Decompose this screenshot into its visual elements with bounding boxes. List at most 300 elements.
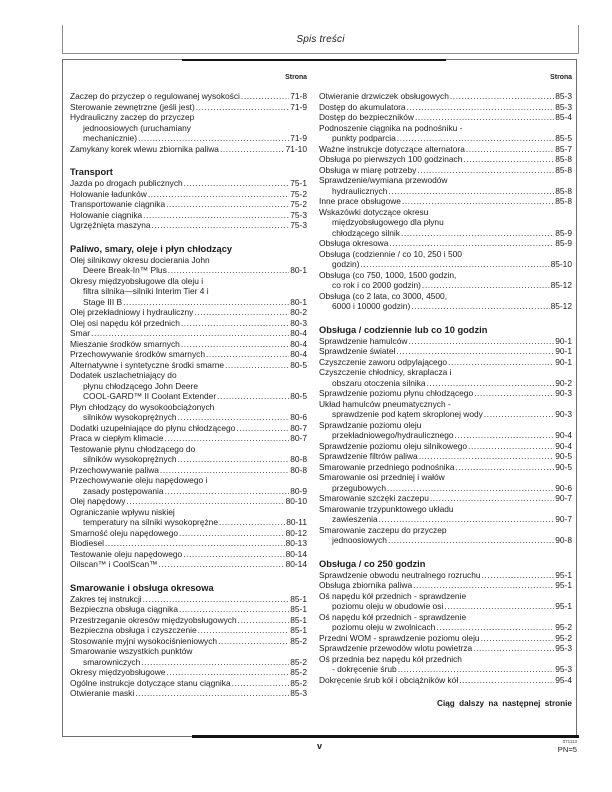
leader-dots — [165, 486, 290, 497]
page-number: v — [316, 741, 322, 751]
toc-entry — [319, 451, 572, 462]
entry-text: Sprawdzenie filtrów paliwa — [319, 451, 418, 461]
entry-text: Testowanie oleju napędowego — [70, 548, 183, 559]
leader-dots — [466, 144, 554, 155]
toc-section — [70, 244, 307, 570]
toc-entry — [70, 360, 307, 371]
page-title: Spis treści — [296, 33, 345, 45]
page-ref: 85-2 — [290, 635, 307, 646]
entry-text: Przedni WOM - sprawdzenie poziomu oleju — [319, 632, 480, 643]
page-ref: 85-4 — [555, 112, 572, 122]
toc-entry-line — [70, 402, 307, 413]
toc-entry — [70, 349, 307, 360]
toc-entry — [319, 238, 572, 249]
entry-text: co rok i co 2000 godzin) — [332, 280, 421, 290]
entry-text: Oś napędu kół przednich - sprawdzenie — [319, 611, 467, 622]
leader-dots — [159, 559, 285, 570]
page-ref: 80-4 — [290, 349, 307, 359]
page-ref: 71-9 — [290, 101, 307, 112]
toc-entry — [319, 462, 572, 473]
leader-dots — [444, 601, 554, 612]
entry-text: Testowanie płynu chłodzącego do — [70, 443, 196, 454]
leader-dots — [143, 210, 289, 221]
entry-text: Sterowanie zewnętrzne (jeśli jest) — [70, 101, 195, 112]
page-ref: 80-2 — [290, 307, 307, 317]
page-ref: 90-4 — [555, 430, 572, 440]
toc-entry-line — [70, 318, 307, 329]
toc-entry-line — [319, 462, 572, 473]
page-ref: 90-1 — [555, 356, 572, 367]
toc-entry-line — [319, 91, 572, 102]
entry-text: Ugrzęźnięta maszyna — [70, 220, 151, 230]
entry-text: Ważne instrukcje dotyczące alternatora — [319, 143, 465, 154]
toc-entry — [319, 102, 572, 113]
toc-entry-line — [70, 444, 307, 455]
page-ref: 80-12 — [285, 527, 307, 538]
toc-column-left — [70, 60, 307, 699]
leader-dots — [388, 186, 554, 197]
toc-entry-line — [319, 525, 572, 536]
page-ref: 80-7 — [290, 433, 307, 443]
entry-text: Ograniczanie wpływu niskiej — [70, 506, 175, 517]
scan-artifact-bottom — [192, 735, 579, 738]
toc-entry — [319, 525, 572, 546]
toc-entry-line — [70, 133, 307, 144]
toc-entry — [70, 625, 307, 636]
toc-entry-line — [70, 144, 307, 155]
page-ref: 85-9 — [555, 227, 572, 238]
page-ref: 80-3 — [290, 317, 307, 328]
page-ref: 80-8 — [290, 454, 307, 464]
toc-entry-line — [70, 475, 307, 486]
entry-text: Obsługa w miarę potrzeby — [319, 164, 417, 175]
toc-entry — [319, 112, 572, 123]
page-ref: 95-2 — [555, 622, 572, 632]
leader-dots — [448, 357, 554, 368]
leader-dots — [105, 538, 285, 549]
toc-entry-line — [70, 91, 307, 102]
entry-text: godzin) — [332, 259, 360, 269]
entry-text: Sprawdzenie świateł — [319, 346, 396, 356]
entry-text: Przechowywanie oleju napędowego i — [70, 475, 208, 485]
page-ref: 75-2 — [290, 199, 307, 209]
toc-entry-line — [319, 504, 572, 515]
entry-text: Okresy międzyobsługowe dla oleju i — [70, 275, 204, 286]
entry-text: Oilscan™ i CoolScan™ — [70, 559, 158, 569]
toc-entry-line — [319, 165, 572, 176]
toc-entry — [319, 654, 572, 675]
toc-entry-line — [70, 625, 307, 636]
toc-column-left-body — [70, 91, 307, 699]
toc-entry — [319, 493, 572, 504]
toc-entry-line — [319, 612, 572, 623]
page-ref: 85-12 — [550, 301, 572, 311]
page-ref: 90-2 — [555, 377, 572, 388]
entry-text: sprawdzenie pod kątem skroplonej wody — [332, 409, 483, 419]
toc-entry-line — [70, 265, 307, 276]
leader-dots — [468, 441, 554, 452]
toc-section — [319, 325, 572, 546]
toc-entry — [70, 112, 307, 144]
page-ref: 85-5 — [555, 133, 572, 143]
page-ref: 85-8 — [555, 196, 572, 206]
toc-entry — [319, 144, 572, 155]
toc-entry-line — [319, 472, 572, 483]
toc-entry-line — [319, 357, 572, 368]
entry-text: Mieszanie środków smarnych — [70, 338, 180, 349]
leader-dots — [387, 483, 554, 494]
toc-entry-line — [70, 559, 307, 570]
leader-dots — [178, 454, 290, 465]
leader-dots — [160, 465, 289, 476]
toc-entry-line — [70, 339, 307, 350]
page-ref: 95-4 — [555, 674, 572, 685]
toc-entry-line — [319, 102, 572, 113]
entry-text: Sprawdzenie przewodów wlotu powietrza — [319, 643, 473, 653]
leader-dots — [455, 430, 555, 441]
toc-entry — [319, 675, 572, 686]
page-ref: 85-9 — [555, 238, 572, 248]
toc-entry-line — [70, 433, 307, 444]
page-ref: 85-12 — [550, 280, 572, 290]
part-number: PN=5 — [557, 745, 577, 754]
leader-dots — [427, 378, 555, 389]
page-ref: 85-1 — [290, 593, 307, 604]
toc-entry-line — [319, 228, 572, 239]
page-ref: 80-14 — [285, 548, 307, 559]
toc-entry-line — [319, 483, 572, 494]
toc-entry — [319, 472, 572, 493]
leader-dots — [401, 228, 554, 239]
toc-entry-line — [319, 336, 572, 347]
entry-text: Deere Break-In™ Plus — [83, 265, 167, 275]
entry-text: Sprawdzenie obwodu neutralnego rozruchu — [319, 569, 481, 580]
toc-entry — [70, 178, 307, 189]
toc-entry — [70, 423, 307, 434]
page-ref: 75-3 — [290, 220, 307, 230]
entry-text: płynu chłodzącego John Deere — [83, 380, 199, 391]
toc-entry-line — [70, 486, 307, 497]
page-ref: 90-3 — [555, 409, 572, 419]
toc-entry — [319, 249, 572, 270]
page-ref: 90-1 — [555, 346, 572, 356]
leader-dots — [206, 349, 289, 360]
page-ref: 80-4 — [290, 338, 307, 349]
toc-entry-line — [319, 388, 572, 399]
toc-entry — [70, 199, 307, 210]
page-ref: 90-1 — [555, 335, 572, 346]
entry-text: Transportowanie ciągnika — [70, 199, 166, 209]
toc-entry-line — [319, 451, 572, 462]
toc-entry — [70, 370, 307, 402]
toc-entry — [319, 346, 572, 357]
page-ref: 85-8 — [555, 154, 572, 164]
toc-entry — [70, 144, 307, 155]
leader-dots — [179, 604, 289, 615]
page-ref: 90-5 — [555, 451, 572, 461]
toc-entry — [70, 444, 307, 465]
toc-entry-line — [319, 217, 572, 228]
section-heading: Transport — [70, 167, 113, 177]
page-ref: 75-2 — [290, 188, 307, 199]
toc-entry — [70, 604, 307, 615]
toc-entry — [70, 402, 307, 423]
toc-column-right — [319, 60, 572, 710]
page-ref: 85-3 — [555, 101, 572, 112]
toc-entry-line — [70, 528, 307, 539]
toc-entry-line — [70, 349, 307, 360]
leader-dots — [411, 301, 549, 312]
leader-dots — [398, 664, 555, 675]
page-ref: 90-4 — [555, 440, 572, 451]
toc-entry-line — [319, 196, 572, 207]
page-ref: 90-7 — [555, 514, 572, 524]
entry-text: jednoosiowych — [332, 535, 387, 545]
toc-entry — [319, 196, 572, 207]
entry-text: Sprawdzenie hamulców — [319, 335, 408, 346]
toc-entry-line — [319, 675, 572, 686]
toc-entry-line — [319, 580, 572, 591]
page-ref: 85-1 — [290, 614, 307, 625]
entry-text: Smarowanie zaczepu do przyczep — [319, 524, 447, 535]
entry-text: Olej silnikowy okresu docierania John — [70, 254, 210, 265]
toc-entry — [70, 91, 307, 102]
page-ref: 95-2 — [555, 632, 572, 643]
toc-entry — [70, 507, 307, 528]
leader-dots — [218, 636, 289, 647]
entry-text: smarowniczych — [83, 656, 141, 667]
leader-dots — [463, 154, 554, 165]
entry-text: silników wysokoprężnych — [83, 412, 177, 422]
entry-text: Hydrauliczny zaczep do przyczep — [70, 112, 195, 122]
toc-entry — [319, 580, 572, 591]
toc-entry-line — [70, 507, 307, 518]
entry-text: Jazda po drogach publicznych — [70, 178, 183, 188]
toc-entry — [70, 688, 307, 699]
leader-dots — [166, 199, 289, 210]
toc-entry-line — [319, 249, 572, 260]
toc-entry — [70, 102, 307, 113]
toc-entry-line — [70, 391, 307, 402]
toc-entry-line — [319, 643, 572, 654]
toc-entry — [319, 91, 572, 102]
toc-entry — [319, 336, 572, 347]
leader-dots — [123, 297, 289, 308]
toc-entry — [70, 528, 307, 539]
toc-entry-line — [319, 175, 572, 186]
toc-entry-line — [70, 220, 307, 231]
entry-text: hydraulicznych — [332, 185, 388, 196]
leader-dots — [168, 265, 289, 276]
page-ref: 80-14 — [285, 559, 307, 569]
toc-entry-line — [70, 123, 307, 134]
page-ref: 80-11 — [286, 517, 307, 527]
entry-text: Przechowywanie środków smarnych — [70, 349, 205, 359]
entry-text: Przestrzeganie okresów międzyobsługowych — [70, 614, 237, 625]
entry-text: Sprawdzenie poziomu płynu chłodzącego — [319, 388, 474, 398]
toc-entry-line — [70, 412, 307, 423]
toc-entry — [319, 388, 572, 399]
leader-dots — [232, 678, 290, 689]
toc-entry-line — [70, 517, 307, 528]
toc-entry-line — [70, 423, 307, 434]
toc-entry — [319, 570, 572, 581]
toc-entry — [70, 549, 307, 560]
leader-dots — [413, 580, 554, 591]
toc-entry — [70, 465, 307, 476]
entry-text: Dostęp do akumulatora — [319, 101, 406, 112]
entry-text: Otwieranie maski — [70, 688, 135, 698]
toc-entry — [70, 210, 307, 221]
entry-text: Inne prace obsługowe — [319, 196, 401, 206]
toc-entry-line — [70, 496, 307, 507]
leader-dots — [484, 409, 554, 420]
page-ref: 85-2 — [290, 656, 307, 667]
toc-content-box — [62, 59, 577, 737]
toc-entry — [70, 615, 307, 626]
toc-entry-line — [70, 370, 307, 381]
entry-text: Oś napędu kół przednich - sprawdzenie — [319, 590, 467, 601]
toc-entry-line — [319, 112, 572, 123]
toc-entry-line — [70, 465, 307, 476]
toc-entry-line — [70, 112, 307, 123]
entry-text: Alternatywne i syntetyczne środki smarne — [70, 359, 225, 370]
entry-text: punkty podparcia — [332, 133, 396, 143]
leader-dots — [91, 328, 289, 339]
entry-text: mechanicznie) — [83, 133, 137, 143]
leader-dots — [360, 259, 549, 270]
toc-entry-line — [319, 493, 572, 504]
page-ref: 80-1 — [290, 265, 307, 275]
entry-text: Wskazówki dotyczące okresu — [319, 206, 429, 217]
toc-entry — [319, 504, 572, 525]
toc-entry-line — [70, 594, 307, 605]
toc-entry — [319, 270, 572, 291]
entry-text: Smarowanie trzypunktowego układu — [319, 503, 454, 514]
entry-text: Czyszczenie chłodnicy, skraplacza i — [319, 367, 452, 377]
toc-section — [319, 559, 572, 686]
toc-entry-line — [70, 678, 307, 689]
entry-text: przekładniowego/hydraulicznego — [332, 430, 454, 440]
page-ref: 95-3 — [555, 664, 572, 674]
entry-text: Obsługa (co 750, 1000, 1500 godzin, — [319, 269, 457, 280]
leader-dots — [436, 622, 554, 633]
entry-text: Obsługa (codziennie / co 10, 250 i 500 — [319, 248, 462, 259]
entry-text: Biodiesel — [70, 538, 104, 548]
toc-entry-line — [319, 346, 572, 357]
leader-dots — [402, 196, 554, 207]
leader-dots — [217, 391, 289, 402]
toc-entry-line — [319, 409, 572, 420]
page-ref: 80-4 — [290, 328, 307, 338]
leader-dots — [194, 307, 289, 318]
entry-text: Płyn chłodzący do wysokoobciążonych — [70, 401, 215, 412]
entry-text: międzyobsługowego dla płynu — [332, 217, 444, 227]
section-heading: Obsługa / co 250 godzin — [319, 558, 426, 569]
toc-entry-line — [319, 378, 572, 389]
toc-entry-line — [319, 441, 572, 452]
leader-dots — [178, 412, 290, 423]
entry-text: Dodatki uzupełniające do płynu chłodzącego — [70, 422, 236, 433]
entry-text: Układ hamulców pneumatycznych - — [319, 398, 451, 409]
entry-text: Smarowanie wszystkich punktów — [70, 646, 193, 656]
page-ref: 80-8 — [290, 464, 307, 475]
page-ref: 90-7 — [555, 493, 572, 503]
leader-dots — [135, 688, 289, 699]
leader-dots — [196, 102, 289, 113]
toc-entry — [70, 328, 307, 339]
entry-text: chłodzącego silnik — [332, 227, 400, 238]
continued-note: Ciąg dalszy na następnej stronie — [437, 699, 572, 708]
page-ref: 85-8 — [555, 164, 572, 175]
leader-dots — [143, 594, 290, 605]
entry-text: Bezpieczna obsługa i czyszczenie — [70, 625, 197, 635]
leader-dots — [219, 517, 285, 528]
toc-entry-line — [319, 430, 572, 441]
page-ref: 90-6 — [555, 482, 572, 493]
page-ref: 80-10 — [285, 496, 307, 506]
leader-dots — [379, 514, 555, 525]
toc-entry-line — [319, 259, 572, 270]
entry-text: Praca w ciepłym klimacie — [70, 433, 164, 443]
toc-entry-line — [70, 381, 307, 392]
toc-entry — [70, 678, 307, 689]
entry-text: - dokręcenie śrub — [332, 664, 397, 674]
leader-dots — [482, 570, 555, 581]
toc-entry-line — [70, 604, 307, 615]
entry-text: Holowanie ładunków — [70, 188, 147, 199]
page-ref: 95-1 — [555, 580, 572, 590]
page-ref: 71-8 — [290, 91, 307, 101]
entry-text: Smarność oleju napędowego — [70, 527, 179, 538]
toc-entry — [319, 165, 572, 176]
toc-entry — [319, 399, 572, 420]
page-ref: 80-7 — [290, 422, 307, 433]
leader-dots — [481, 633, 555, 644]
leader-dots — [181, 339, 289, 350]
entry-text: Olej osi napędu kół przednich — [70, 317, 180, 328]
entry-text: Oś przednia bez napędu kół przednich — [319, 653, 462, 664]
toc-entry — [319, 441, 572, 452]
leader-dots — [419, 451, 555, 462]
entry-text: Smarowanie osi przedniej i wałów — [319, 472, 445, 482]
toc-section — [70, 91, 307, 154]
entry-text: poziomu oleju w zwolnicach — [332, 622, 436, 632]
toc-entry-line — [70, 307, 307, 318]
entry-text: Obsługa okresowa — [319, 238, 389, 248]
page-ref: 90-3 — [555, 388, 572, 398]
page-ref: 80-9 — [290, 485, 307, 496]
toc-entry-line — [70, 688, 307, 699]
leader-dots — [396, 346, 554, 357]
entry-text: Smar — [70, 328, 91, 338]
toc-entry — [319, 154, 572, 165]
entry-text: Dokręcenie śrub kół i obciążników kół — [319, 674, 459, 685]
toc-entry — [70, 496, 307, 507]
toc-entry-line — [70, 199, 307, 210]
toc-entry — [70, 220, 307, 231]
page-ref: 85-2 — [290, 677, 307, 688]
toc-entry-line — [319, 238, 572, 249]
toc-entry-line — [319, 664, 572, 675]
page-ref: 71-9 — [290, 133, 307, 143]
toc-entry-line — [319, 280, 572, 291]
toc-entry-line — [70, 276, 307, 287]
entry-text: Bezpieczna obsługa ciągnika — [70, 604, 179, 614]
entry-text: zasady postępowania — [83, 485, 164, 496]
toc-entry — [319, 357, 572, 368]
entry-text: jednoosiowych (uruchamiany — [83, 122, 191, 133]
